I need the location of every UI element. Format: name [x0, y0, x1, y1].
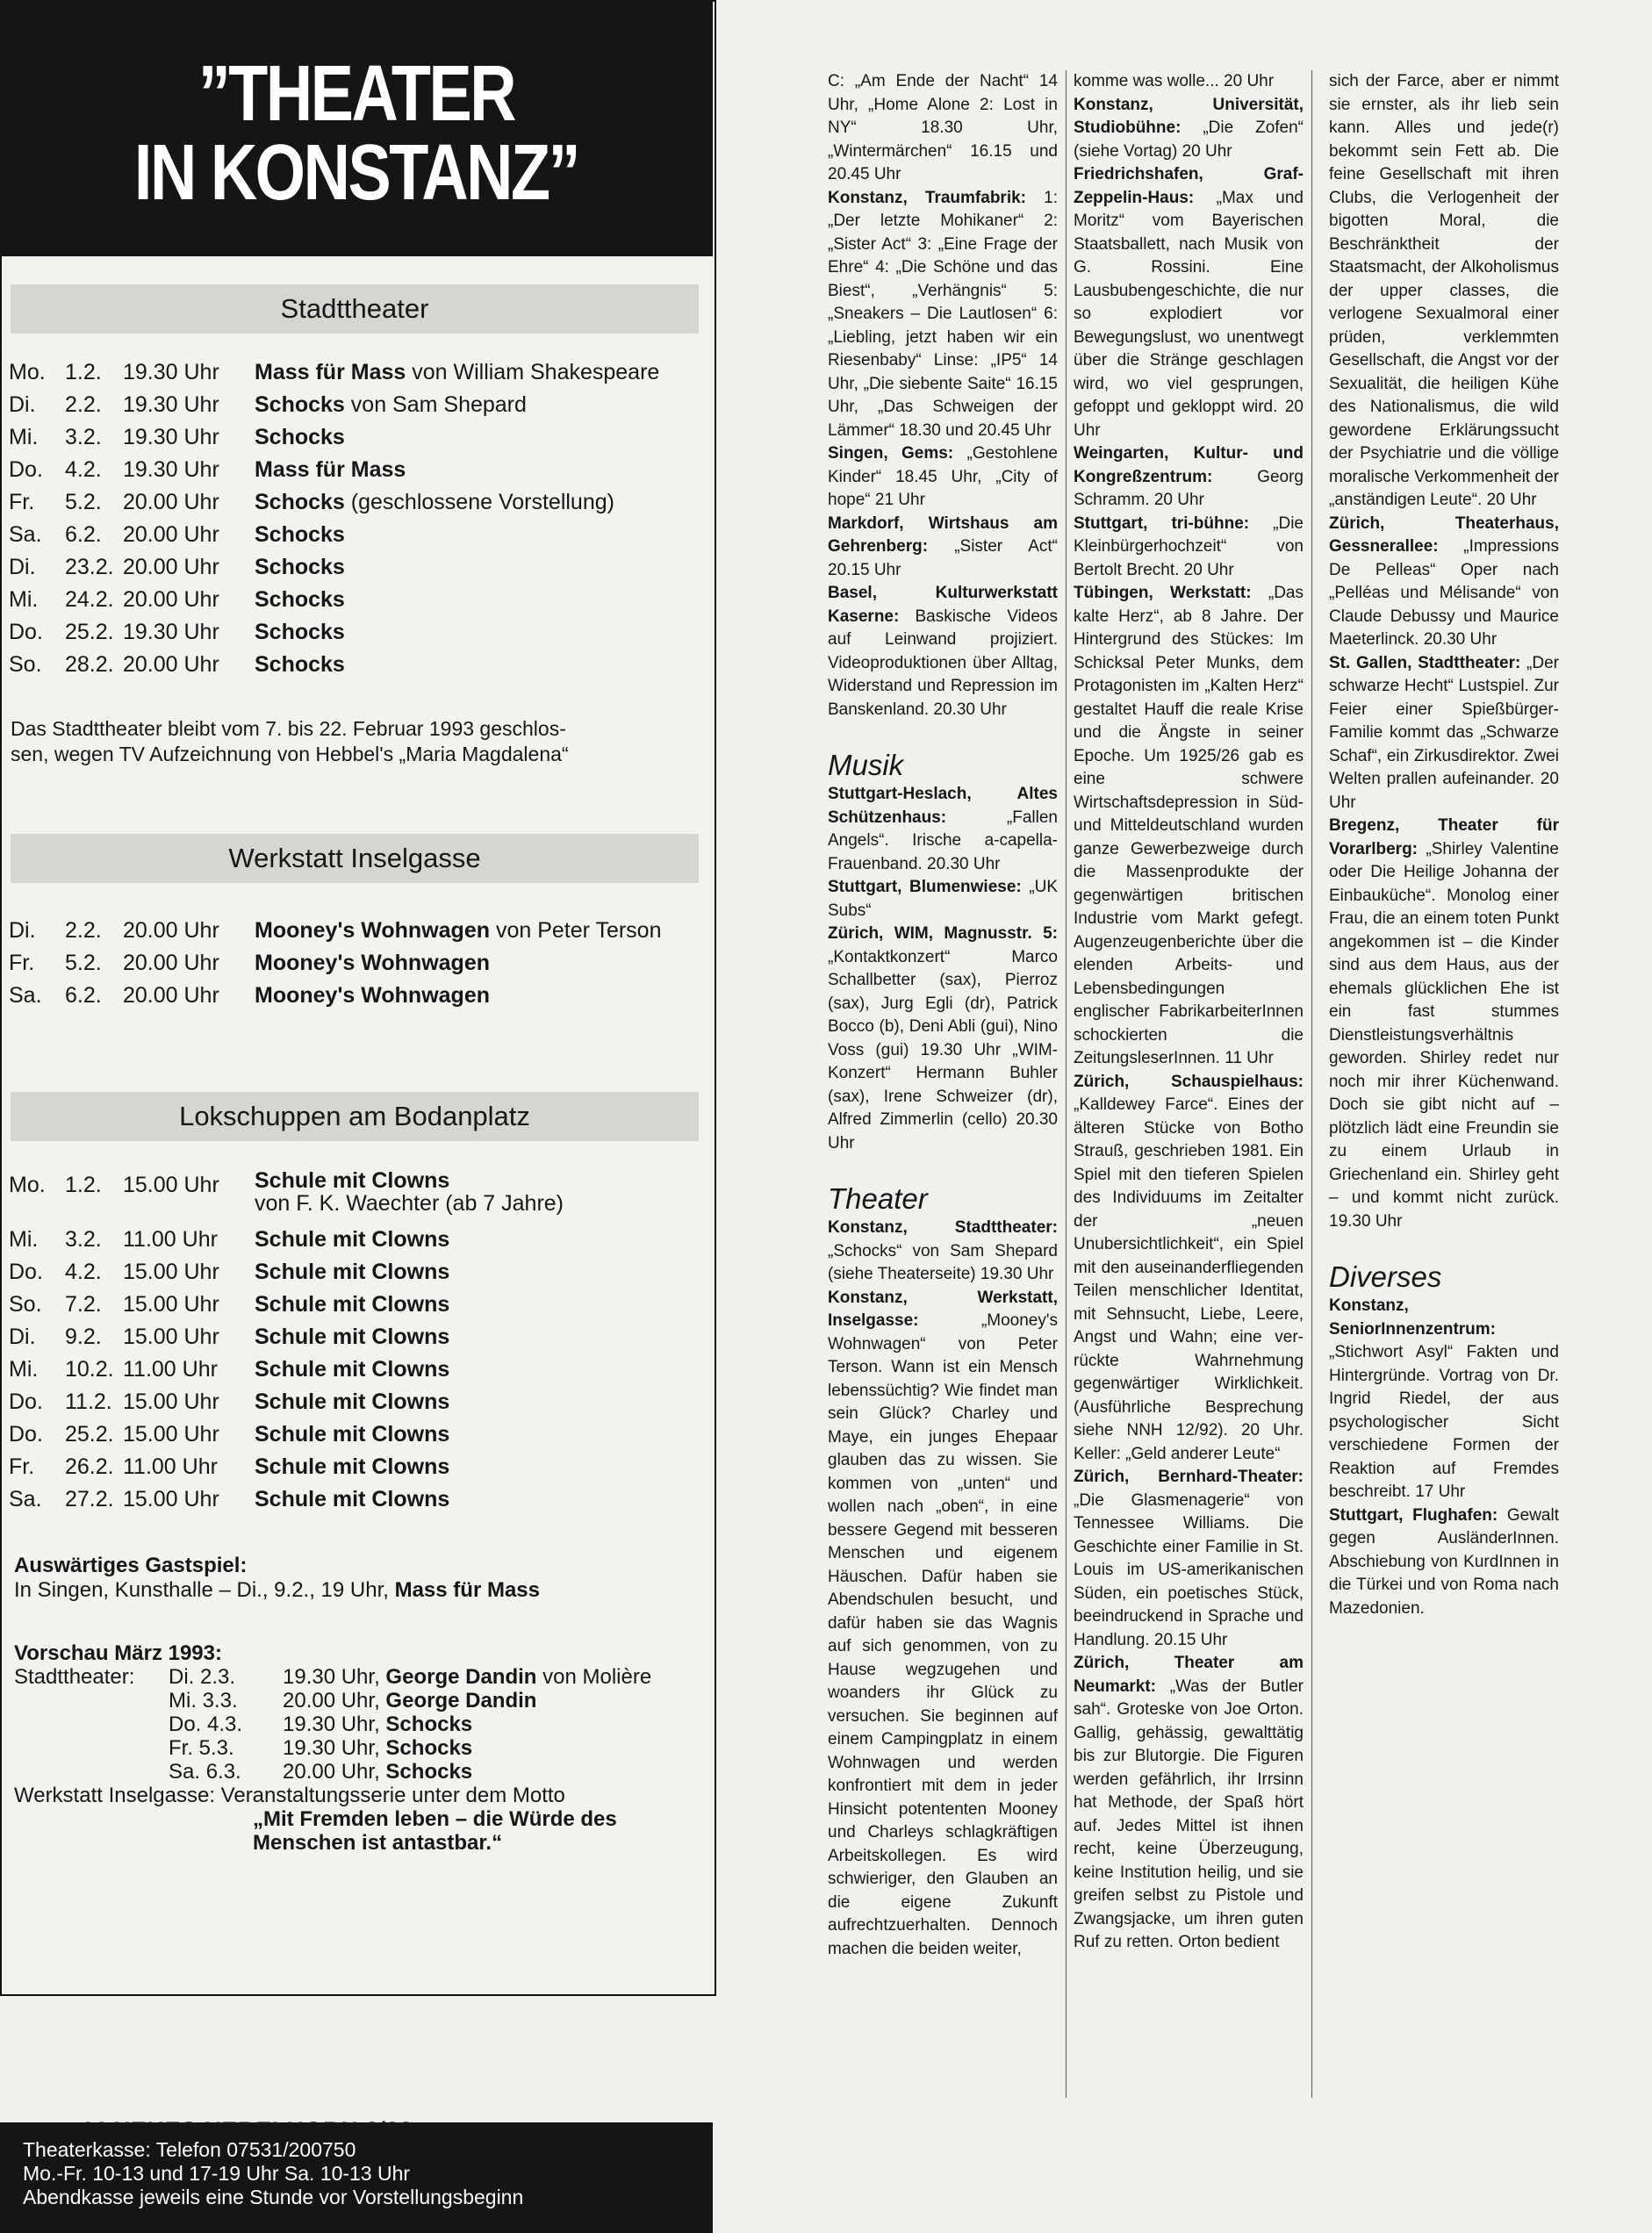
stadttheater-note	[11, 716, 704, 767]
time: 20.00 Uhr	[123, 490, 219, 514]
play-block	[255, 616, 345, 649]
venue: Konstanz, Stadttheater:	[828, 1218, 1058, 1237]
day: Mi.	[9, 587, 39, 612]
day: Di.	[9, 918, 36, 943]
kasse-line-1: Theaterkasse: Telefon 07531/200750	[23, 2138, 356, 2161]
day: Do.	[9, 1389, 43, 1414]
play-block	[255, 584, 345, 616]
date: 4.2.	[65, 457, 102, 482]
play-title: Schocks	[255, 620, 345, 644]
paragraph	[1329, 1504, 1559, 1621]
section-stadttheater-title: Stadttheater	[11, 284, 699, 334]
motto-line-1: „Mit Fremden leben – die Würde des	[253, 1807, 617, 1831]
text: „Kontaktkonzert“ Marco Schallbetter (sax), Pierroz (sax), Jurg Egli (dr), Patrick Bocco (b), Deni Abli (gui), Nino Voss (gui) 19.30 Uhr „WIM-Konzert“ Hermann Buhler (sax), Irene Schweizer (dr), Alfred Zimmerlin (cello) 20.30 Uhr	[828, 947, 1058, 1152]
time: 19.30 Uhr	[123, 425, 219, 449]
paragraph: komme was wolle... 20 Uhr	[1074, 72, 1275, 90]
paragraph	[828, 513, 1058, 583]
schedule-row	[9, 1169, 564, 1215]
day: Do.	[9, 1260, 43, 1284]
time: 19.30 Uhr	[123, 620, 219, 644]
play-title: Schocks	[255, 587, 345, 612]
section-werkstatt-title: Werkstatt Inselgasse	[11, 834, 699, 883]
date: 1.2.	[65, 1173, 102, 1197]
time: 15.00 Uhr	[123, 1173, 219, 1197]
time: 15.00 Uhr	[123, 1292, 219, 1317]
lokschuppen-first-row	[9, 1169, 564, 1215]
day: Do.	[9, 620, 43, 644]
time: 20.00 Uhr	[123, 652, 219, 677]
schedule-row	[9, 1256, 449, 1289]
paragraph	[1074, 94, 1304, 164]
schedule-row	[9, 1483, 449, 1516]
venue: Stuttgart, Blumenwiese:	[828, 878, 1022, 896]
day: Mi.	[9, 425, 39, 449]
play-block	[255, 947, 490, 980]
day: So.	[9, 652, 42, 677]
text: „Schocks“ von Sam Shepard (siehe Theaterseite) 19.30 Uhr	[828, 1241, 1058, 1283]
schedule-row	[9, 1418, 449, 1451]
venue: St. Gallen, Stadttheater:	[1329, 653, 1521, 672]
schedule-row	[9, 486, 659, 519]
date: 2.2.	[65, 392, 102, 417]
venue: Konstanz, Universität, Studiobühne:	[1074, 95, 1304, 137]
text: „Stichwort Asyl“ Fakten und Hintergründe. Vortrag von Dr. Ingrid Riedel, der aus psychologischer Sicht verschiedene Formen der Reaktion auf Fremdes beschreibt. 17 Uhr	[1329, 1343, 1559, 1501]
page-footer: 44 NEUES NEBELHORN 2/93	[79, 2117, 413, 2143]
kasse-line-3: Abendkasse jeweils eine Stunde vor Vorstellungsbeginn	[23, 2186, 524, 2208]
paragraph	[828, 442, 1058, 513]
venue: Markdorf, Wirtshaus am Gehrenberg:	[828, 513, 1058, 556]
text: „Gestohlene Kinder“ 18.45 Uhr, „City of hope“ 21 Uhr	[828, 444, 1058, 509]
venue: Konstanz, Traumfabrik:	[828, 188, 1027, 207]
paragraph	[828, 876, 1058, 923]
play-title: Mooney's Wohnwagen	[255, 951, 490, 975]
play-title: Schocks	[385, 1760, 473, 1784]
vorschau-label: Stadttheater:	[14, 1665, 135, 1689]
schedule-row	[9, 519, 659, 551]
time: 11.00 Uhr	[123, 1227, 218, 1252]
schedule-row	[9, 1386, 449, 1418]
paragraph	[828, 582, 1058, 722]
banner-line-2: IN KONSTANZ”	[133, 129, 579, 217]
play-block	[255, 1418, 449, 1451]
date: Sa. 6.3.	[169, 1760, 241, 1784]
paragraph	[1329, 513, 1559, 652]
schedule-row	[9, 947, 661, 980]
day: Do.	[9, 457, 43, 482]
paragraph: sich der Farce, aber er nimmt sie ernster, als ihr lieb sein kann. Alles und jede(r) bekommt sein Fett ab. Die feine Gesellschaft mit ihren Clubs, die Verlogenheit der bigotten Moral, die Beschränktheit der Staatsmacht, der Alkoholismus der upper classes, die verlogene Sexualmoral einer prüden, verklemmten Gesellschaft, die Angst vor der Sexualität, die heiligen Kühe des Nationalismus, die wild gewordene Erklärungssucht der Psychiatrie und die völlige moralische Verkommenheit der „anständigen Leute“. 20 Uhr	[1329, 72, 1559, 509]
play-title: Schocks	[255, 522, 345, 547]
date: 11.2.	[65, 1389, 112, 1414]
play-title: Schule mit Clowns	[255, 1389, 450, 1414]
day: Mo.	[9, 1173, 46, 1197]
paragraph	[1074, 582, 1304, 1071]
date: 3.2.	[65, 1227, 102, 1252]
schedule-row	[9, 1451, 449, 1483]
banner-line-1: ”THEATER	[198, 50, 515, 138]
play-title: Schocks	[255, 555, 345, 579]
category-musik: Musik	[828, 749, 904, 781]
time: 15.00 Uhr	[123, 1260, 219, 1284]
paragraph	[828, 1287, 1058, 1962]
play-block	[255, 915, 661, 947]
play-block	[255, 1451, 449, 1483]
date: 5.2.	[65, 490, 102, 514]
time: 20.00 Uhr	[123, 918, 219, 943]
date: Do. 4.3.	[169, 1712, 243, 1736]
venue: Bregenz, Theater für Vorarlberg:	[1329, 816, 1559, 858]
vorschau-row	[169, 1689, 651, 1712]
paragraph	[1074, 513, 1304, 583]
text: „Max und Moritz“ vom Bayerischen Staatsballett, nach Musik von G. Rossini. Eine Lausbubengeschichte, die nur so explodiert vor Bewegungslust, wo unentwegt über die Stränge geschlagen wird, wo viel gesprungen, gefoppt und gekloppt wird. 20 Uhr	[1074, 188, 1304, 440]
time: 19.30 Uhr	[123, 360, 219, 384]
text: „Impressions De Pelleas“ Oper nach „Pelléas und Mélisande“ von Claude Debussy und Maurice Maeterlinck. 20.30 Uhr	[1329, 537, 1559, 649]
play-block	[255, 1224, 449, 1256]
paragraph	[1074, 1652, 1304, 1955]
text: „Mooney's Wohnwagen“ von Peter Terson. Wann ist ein Mensch lebenssüchtig? Wie findet man sein Glück? Charley und Maye, ein junges Ehepaar glauben das zu wissen. Sie kommen von „unten“ und wollen nach „oben“, in eine bessere Gegend mit besseren Menschen und eigenem Häuschen. Dafür haben sie Abendschulen besucht, und dafür haben sie das Wagnis auf sich genommen, von zu Hause wegzugehen und woanders ihr Glück zu versuchen. Sie beginnen auf einem Campingplatz in einem Wohnwagen und werden konfrontiert mit dem in jeder Hinsicht potententen Mooney und Charleys schlagkräftigen Arbeitskollegen. Es wird schwieriger, den Glauben an die eigene Zukunft aufrechtzuerhalten. Dennoch machen die beiden weiter,	[828, 1311, 1058, 1958]
paragraph	[828, 783, 1058, 876]
play-block	[255, 1353, 449, 1386]
gastspiel-block	[14, 1554, 540, 1603]
paragraph	[1074, 163, 1304, 442]
play-title: Schule mit Clowns	[255, 1227, 450, 1252]
play-title: Schule mit Clowns	[255, 1487, 450, 1511]
date: 3.2.	[65, 425, 102, 449]
play-block	[255, 1483, 449, 1516]
play-block	[255, 389, 527, 421]
vorschau-row	[169, 1760, 651, 1784]
text: „Die Zofen“ (siehe Vortag) 20 Uhr	[1074, 118, 1304, 161]
paragraph	[828, 187, 1058, 443]
play-title: Mass für Mass	[255, 457, 406, 482]
motto-line-2: Menschen ist antastbar.“	[253, 1831, 503, 1855]
vorschau-row	[169, 1665, 651, 1689]
text: „Die Glasmenagerie“ von Tennessee Williams. Die Geschichte einer Familie in St. Louis im US-amerikanischen Süden, ein poetisches Stück, beeindruckend in Sprache und Handlung. 20.15 Uhr	[1074, 1490, 1304, 1649]
note-line-2: sen, wegen TV Aufzeichnung von Hebbel's „Maria Magdalena“	[11, 743, 569, 765]
text: Baskische Videos auf Leinwand projiziert. Videoproduktionen über Alltag, Widerstand und Repression im Banskenland. 20.30 Uhr	[828, 607, 1058, 719]
listing-column-2	[1074, 70, 1304, 1955]
day: Mo.	[9, 360, 46, 384]
venue: Stuttgart-Heslach, Altes Schützenhaus:	[828, 785, 1058, 827]
day: Fr.	[9, 951, 35, 975]
schedule-row	[9, 1353, 449, 1386]
date: 10.2.	[65, 1357, 114, 1382]
day: Di.	[9, 555, 36, 579]
day: Di.	[9, 1325, 36, 1349]
day: Sa.	[9, 522, 42, 547]
column-divider	[1066, 70, 1067, 2098]
date: 6.2.	[65, 983, 102, 1008]
time: 19.30 Uhr,	[283, 1712, 386, 1736]
venue: Zürich, Theater am Neumarkt:	[1074, 1654, 1304, 1696]
schedule-row	[9, 356, 659, 389]
play-block	[255, 356, 659, 389]
day: Fr.	[9, 1454, 35, 1479]
werkstatt-schedule	[9, 915, 661, 1012]
vorschau-row	[169, 1736, 651, 1760]
date: 6.2.	[65, 522, 102, 547]
time: 19.30 Uhr,	[283, 1736, 386, 1760]
date: 26.2.	[65, 1454, 114, 1479]
time: 20.00 Uhr	[123, 983, 219, 1008]
time: 15.00 Uhr	[123, 1422, 219, 1447]
paragraph: C: „Am Ende der Nacht“ 14 Uhr, „Home Alone 2: Lost in NY“ 18.30 Uhr, „Wintermärchen“ 16.15 und 20.45 Uhr	[828, 72, 1058, 183]
category-theater: Theater	[828, 1182, 928, 1215]
date: 25.2.	[65, 1422, 114, 1447]
gastspiel-text: In Singen, Kunsthalle – Di., 9.2., 19 Uhr,	[14, 1578, 395, 1602]
play-title: Schule mit Clowns	[255, 1325, 450, 1349]
play-block	[255, 1256, 449, 1289]
date: 5.2.	[65, 951, 102, 975]
time: 15.00 Uhr	[123, 1487, 219, 1511]
schedule-row	[9, 421, 659, 454]
gastspiel-line	[14, 1578, 540, 1603]
play-block	[255, 980, 490, 1012]
lokschuppen-schedule	[9, 1224, 449, 1516]
column-divider	[1311, 70, 1312, 2098]
paragraph	[1329, 652, 1559, 815]
play-extra: von Sam Shepard	[344, 392, 527, 417]
date: 1.2.	[65, 360, 102, 384]
text: Georg Schramm. 20 Uhr	[1074, 467, 1304, 509]
schedule-row	[9, 915, 661, 947]
play-extra: von Molière	[536, 1665, 652, 1689]
day: Di.	[9, 392, 36, 417]
text: „Das kalte Herz“, ab 8 Jahre. Der Hintergrund des Stückes: Im Schicksal Peter Munks, dem Protagonisten im „Kalten Herz“ gestaltet Hauff die reale Krise und die Ängste in seiner Epoche. Um 1925/26 gab es eine schwere Wirtschaftsdepression in Süd- und Mitteldeutschland wurden ganze Gewerbezweige durch die Massenprodukte der gegenwärtigen britischen Industrie vom Markt gefegt. Augenzeugenberichte über die elenden Arbeits- und Lebensbedingungen englischer FabrikarbeiterInnen schockierten die ZeitungsleserInnen. 11 Uhr	[1074, 584, 1304, 1067]
vorschau-block	[14, 1641, 651, 1855]
date: 7.2.	[65, 1292, 102, 1317]
play-extra: von Peter Terson	[490, 918, 662, 943]
play-title: Schocks	[385, 1712, 473, 1736]
play-title: Schocks	[255, 652, 345, 677]
play-extra: von William Shakespeare	[406, 360, 660, 384]
play-block	[255, 1386, 449, 1418]
venue: Zürich, WIM, Magnusstr. 5:	[828, 924, 1058, 943]
day: Mi.	[9, 1227, 39, 1252]
play-block	[255, 1169, 564, 1215]
date: Fr. 5.3.	[169, 1736, 234, 1760]
paragraph	[1074, 1466, 1304, 1652]
vorschau-row	[169, 1712, 651, 1736]
paragraph	[1074, 1071, 1304, 1467]
time: 11.00 Uhr	[123, 1454, 218, 1479]
time: 20.00 Uhr	[123, 522, 219, 547]
date: 27.2.	[65, 1487, 114, 1511]
vorschau-heading: Vorschau März 1993:	[14, 1641, 222, 1665]
venue: Basel, Kulturwerkstatt Kaserne:	[828, 584, 1058, 626]
time: 15.00 Uhr	[123, 1389, 219, 1414]
text: „Kalldewey Farce“. Eines der älteren Stücke von Botho Strauß, geschrieben 1981. Ein Spiel mit den tieferen Spielen des Individuums im Zeitalter der „neuen Unubersichtlichkeit“, ein Spiel mit den auseinanderfliegenden Teilen menschlicher Identitat, mit Sehnsucht, Liebe, Leere, Angst und Wahn; eine ver-rückte Wahrnehmung gegenwärtiger Wirklichkeit. (Ausführliche Besprechung siehe NNH 12/92). 20 Uhr. Keller: „Geld anderer Leute“	[1074, 1095, 1304, 1463]
date: 25.2.	[65, 620, 114, 644]
play-title: Mass für Mass	[255, 360, 406, 384]
play-title: Mooney's Wohnwagen	[255, 983, 490, 1008]
text: „Shirley Valentine oder Die Heilige Johanna der Einbauküche“. Monolog einer Frau, die an einem toten Punkt angekommen ist – die Kinder sind aus dem Haus, aus der ehemals glücklichen Ehe ist ein fast stummes Dienstleistungsverhältnis geworden. Shirley redet nur noch mir ihrer Küchenwand. Doch sie gibt nicht auf – plötzlich lädt eine Freundin sie zu einem Urlaub in Griechenland ein. Shirley geht – und kommt nicht zurück. 19.30 Uhr	[1329, 839, 1559, 1231]
play-title: Schocks	[255, 392, 345, 417]
schedule-row	[9, 980, 661, 1012]
play-block	[255, 486, 614, 519]
time: 20.00 Uhr	[123, 555, 219, 579]
theater-banner	[0, 0, 713, 256]
play-block	[255, 649, 345, 681]
paragraph	[1329, 815, 1559, 1233]
text: „Die Kleinbürgerhochzeit“ von Bertolt Brecht. 20 Uhr	[1074, 513, 1304, 579]
play-block	[255, 1321, 449, 1353]
time: 11.00 Uhr	[123, 1357, 218, 1382]
text: „Sister Act“ 20.15 Uhr	[828, 537, 1058, 579]
paragraph	[1074, 442, 1304, 513]
play-block	[255, 454, 406, 486]
text: Gewalt gegen AusländerInnen. Abschiebung von KurdInnen in die Türkei und von Roma nach Mazedonien.	[1329, 1505, 1559, 1618]
gastspiel-heading: Auswärtiges Gastspiel:	[14, 1554, 248, 1577]
date: Mi. 3.3.	[169, 1689, 238, 1712]
note-line-1: Das Stadttheater bleibt vom 7. bis 22. Februar 1993 geschlos-	[11, 717, 566, 740]
schedule-row	[9, 1321, 449, 1353]
stadttheater-schedule	[9, 356, 659, 681]
venue: Friedrichshafen, Graf-Zeppelin-Haus:	[1074, 165, 1304, 207]
text: 1: „Der letzte Mohikaner“ 2: „Sister Act“ 3: „Eine Frage der Ehre“ 4: „Die Schöne und das Biest“, „Verhängnis“ 5: „Sneakers – Die Lautlosen“ 6: „Liebling, jetzt haben wir ein Riesenbaby“ Linse: „IP5“ 14 Uhr, „Die siebente Saite“ 16.15 Uhr, „Das Schweigen der Lämmer“ 18.30 und 20.45 Uhr	[828, 188, 1058, 440]
time: 15.00 Uhr	[123, 1325, 219, 1349]
date: 2.2.	[65, 918, 102, 943]
play-title: Schocks	[385, 1736, 473, 1760]
venue: Zürich, Schauspielhaus:	[1074, 1072, 1304, 1091]
time: 19.30 Uhr,	[283, 1665, 386, 1689]
play-block	[255, 519, 345, 551]
venue: Konstanz, SeniorInnenzentrum:	[1329, 1296, 1497, 1339]
date: 9.2.	[65, 1325, 102, 1349]
play-extra: von F. K. Waechter (ab 7 Jahre)	[255, 1191, 564, 1216]
time: 19.30 Uhr	[123, 457, 219, 482]
play-title: Schule mit Clowns	[255, 1422, 450, 1447]
play-block	[255, 551, 345, 584]
play-title: George Dandin	[385, 1665, 537, 1689]
text: „Fallen Angels“. Irische a-capella-Frauenband. 20.30 Uhr	[828, 808, 1058, 873]
vorschau-werkstatt	[14, 1784, 651, 1807]
schedule-row	[9, 454, 659, 486]
venue: Zürich, Bernhard-Theater:	[1074, 1468, 1304, 1486]
listing-column-1	[828, 70, 1058, 1961]
day: Sa.	[9, 983, 42, 1008]
date: Di. 2.3.	[169, 1665, 236, 1689]
play-title: Schule mit Clowns	[255, 1454, 450, 1479]
day: So.	[9, 1292, 42, 1317]
date: 28.2.	[65, 652, 114, 677]
play-title: George Dandin	[385, 1689, 537, 1712]
schedule-row	[9, 616, 659, 649]
venue: Zürich, Theaterhaus, Gessnerallee:	[1329, 513, 1559, 556]
venue: Singen, Gems:	[828, 444, 954, 463]
listing-column-3	[1329, 70, 1559, 1620]
play-title: Schocks	[255, 425, 345, 449]
time: 19.30 Uhr	[123, 392, 219, 417]
werkstatt-label: Werkstatt Inselgasse:	[14, 1784, 221, 1807]
paragraph	[1329, 1295, 1559, 1504]
schedule-row	[9, 1289, 449, 1321]
text: „Was der Butler sah“. Groteske von Joe Orton. Gallig, gehässig, gewalttätig bis zur Blutorgie. Die Figuren werden gefährlich, ihr Irrsinn hat Methode, der Spaß hört auf. Jedes Mittel ist ihnen recht, keine Überzeugung, keine Institution heilig, und sie greifen selbst zu Pistole und Zwangsjacke, um ihren guten Ruf zu retten. Orton bedient	[1074, 1677, 1304, 1951]
play-block	[255, 1289, 449, 1321]
time: 20.00 Uhr,	[283, 1689, 386, 1712]
play-title: Schule mit Clowns	[255, 1168, 450, 1193]
schedule-row	[9, 389, 659, 421]
play-title: Schule mit Clowns	[255, 1260, 450, 1284]
play-extra: (geschlossene Vorstellung)	[344, 490, 614, 514]
text: „Der schwarze Hecht“ Lustspiel. Zur Feier einer Spießbürger-Familie kommt das „Schwarze Schaf“, ein Zirkusdirektor. Zwei Welten prallen aufeinander. 20 Uhr	[1329, 653, 1559, 812]
paragraph	[828, 923, 1058, 1155]
vorschau-rows	[169, 1665, 651, 1784]
venue: Stuttgart, Flughafen:	[1329, 1505, 1498, 1525]
play-title: Mooney's Wohnwagen	[255, 918, 490, 943]
category-diverses: Diverses	[1329, 1260, 1442, 1293]
gastspiel-play: Mass für Mass	[394, 1578, 540, 1602]
day: Sa.	[9, 1487, 42, 1511]
date: 23.2.	[65, 555, 114, 579]
text: „UK Subs“	[828, 878, 1058, 920]
vorschau-table	[14, 1665, 651, 1784]
venue: Weingarten, Kultur- und Kongreßzentrum:	[1074, 444, 1304, 486]
play-title: Schule mit Clowns	[255, 1292, 450, 1317]
play-title: Schule mit Clowns	[255, 1357, 450, 1382]
schedule-row	[9, 1224, 449, 1256]
time: 20.00 Uhr,	[283, 1760, 386, 1784]
venue: Konstanz, Werkstatt, Inselgasse:	[828, 1288, 1058, 1330]
venue: Tübingen, Werkstatt:	[1074, 584, 1252, 602]
schedule-row	[9, 649, 659, 681]
time: 20.00 Uhr	[123, 587, 219, 612]
date: 4.2.	[65, 1260, 102, 1284]
date: 24.2.	[65, 587, 114, 612]
schedule-row	[9, 551, 659, 584]
section-lokschuppen-title: Lokschuppen am Bodanplatz	[11, 1092, 699, 1141]
paragraph	[828, 1217, 1058, 1287]
venue: Stuttgart, tri-bühne:	[1074, 513, 1250, 533]
play-block	[255, 421, 345, 454]
day: Mi.	[9, 1357, 39, 1382]
kasse-line-2: Mo.-Fr. 10-13 und 17-19 Uhr Sa. 10-13 Uhr	[23, 2162, 411, 2185]
day: Fr.	[9, 490, 35, 514]
schedule-row	[9, 584, 659, 616]
play-title: Schocks	[255, 490, 345, 514]
werkstatt-text: Veranstaltungsserie unter dem Motto	[220, 1784, 565, 1807]
time: 20.00 Uhr	[123, 951, 219, 975]
day: Do.	[9, 1422, 43, 1447]
